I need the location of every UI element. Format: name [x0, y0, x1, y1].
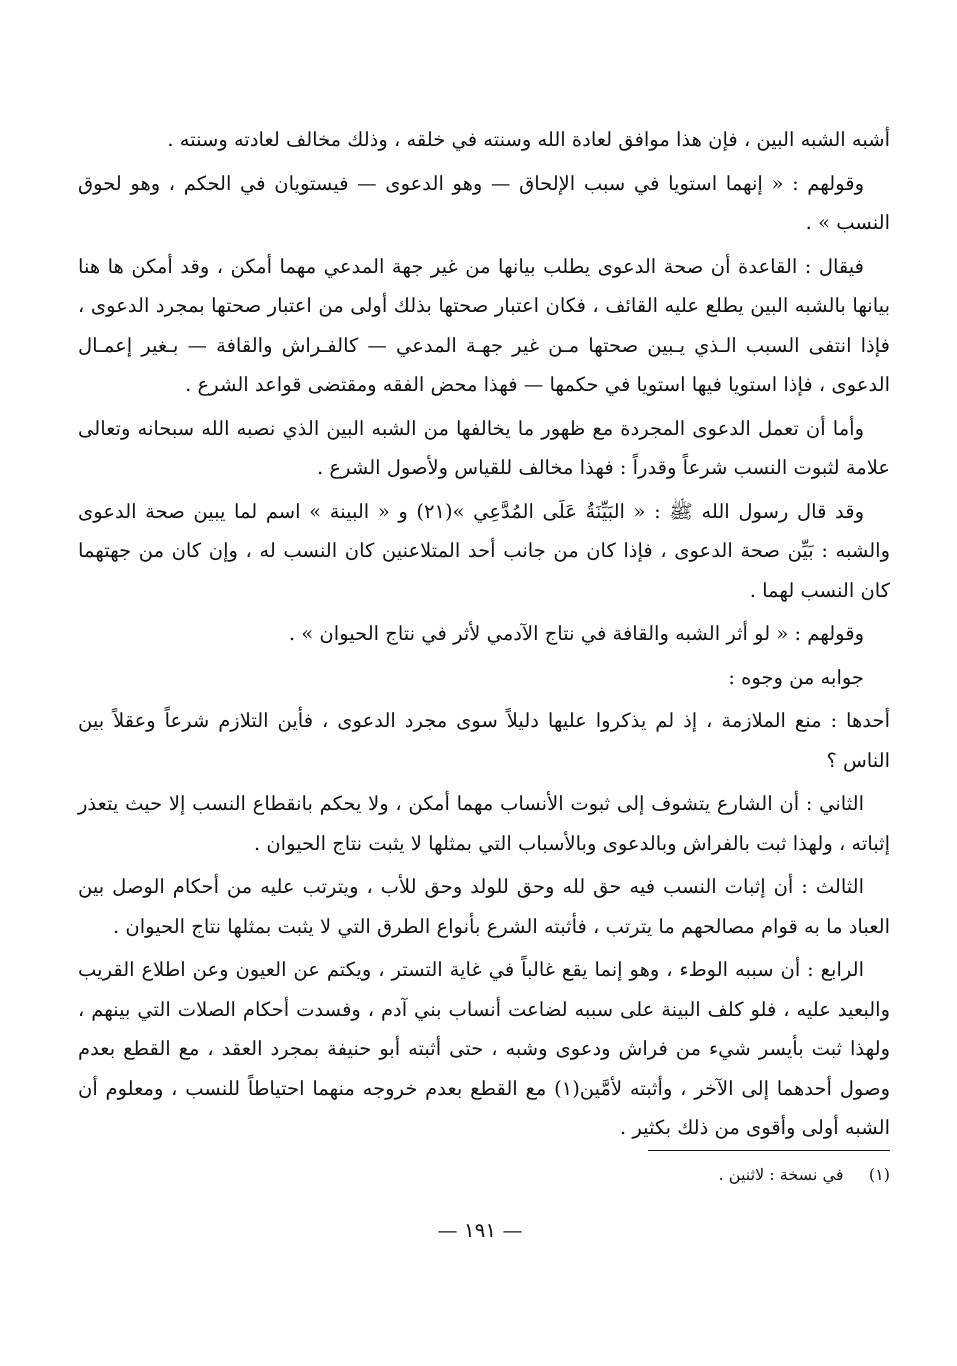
footnote: [560, 1165, 890, 1184]
footnote-text: في نسخة : لاثنين .: [718, 1165, 844, 1184]
paragraph-10: الثالث : أن إثبات النسب فيه حق لله وحق للولد وحق للأب ، ويترتب عليه من أحكام الوصل بين العباد ما به قوام مصالحهم ما يترتب ، فأثبته الشرع بأنواع الطرق التي لا يثبت بمثلها نتاج الحيوان .: [78, 875, 890, 938]
paragraph-4: وأما أن تعمل الدعوى المجردة مع ظهور ما يخالفها من الشبه البين الذي نصبه الله سبحانه وتعالى علامة لثبوت النسب شرعاً وقدراً : فهذا مخالف للقياس ولأصول الشرع .: [78, 416, 890, 479]
paragraph-8: أحدها : منع الملازمة ، إذ لم يذكروا عليها دليلاً سوى مجرد الدعوى ، فأين التلازم شرعاً وعقلاً بين الناس ؟: [78, 709, 890, 772]
paragraph-3: فيقال : القاعدة أن صحة الدعوى يطلب بيانها من غير جهة المدعي مهما أمكن ، وقد أمكن ها هنا بيانها بالشبه البين يطلع عليه القائف ، فكان اعتبار صحتها بذلك أولى من اعتبار صحتها بمجرد الدعوى ، فإذا انتفى السبب الـذي يـبين صحتها مـن غير جهـة المدعي — كالفـراش والقافة — بـغير إعمـال الدعوى ، فإذا استويا فيها استويا في حكمها — فهذا محض الفقه ومقتضى قواعد الشرع .: [78, 254, 890, 396]
paragraph-9: الثاني : أن الشارع يتشوف إلى ثبوت الأنساب مهما أمكن ، ولا يحكم بانقطاع النسب إلا حيث يتعذر إثباته ، ولهذا ثبت بالفراش وبالدعوى وبالأسباب التي بمثلها لا يثبت نتاج الحيوان .: [78, 792, 890, 855]
paragraph-7: جوابه من وجوه :: [728, 665, 864, 689]
paragraph-11: الرابع : أن سببه الوطء ، وهو إنما يقع غالباً في غاية التستر ، ويكتم عن العيون وعن اطلاع القريب والبعيد عليه ، فلو كلف البينة على سببه لضاعت أنساب بني آدم ، وفسدت أحكام الصلات التي بينهم ، ولهذا ثبت بأيسر شيء من فراش ودعوى وشبه ، حتى أثبته أبو حنيفة بمجرد العقد ، مع القطع بعدم وصول أحدهما إلى الآخر ، وأثبته لأمَّين(١) مع القطع بعدم خروجه منهما احتياطاً للنسب ، ومعلوم أن الشبه أولى وأقوى من ذلك بكثير .: [78, 958, 890, 1139]
page-number: — ١٩١ —: [437, 1218, 523, 1242]
paragraph-2: وقولهم : « إنهما استويا في سبب الإلحاق — وهو الدعوى — فيستويان في الحكم ، وهو لحوق النسب » .: [78, 171, 890, 234]
footnote-divider: [648, 1150, 890, 1151]
paragraph-6: وقولهم : « لو أثر الشبه والقافة في نتاج الآدمي لأثر في نتاج الحيوان » .: [288, 622, 864, 645]
footnote-marker: (١): [868, 1165, 890, 1184]
paragraph-5: وقد قال رسول الله ﷺ : « البَيِّنَةُ عَلَى المُدَّعِي »(٢١) و « البينة » اسم لما يبين صحة الدعوى والشبه : بَيِّن صحة الدعوى ، فإذا كان من جانب أحد المتلاعنين كان النسب له ، وإن كان من جهتهما كان النسب لهما .: [78, 499, 891, 602]
paragraph-1: أشبه الشبه البين ، فإن هذا موافق لعادة الله وسنته في خلقه ، وذلك مخالف لعادته وسنته .: [167, 128, 890, 151]
page-body: [78, 120, 890, 1152]
